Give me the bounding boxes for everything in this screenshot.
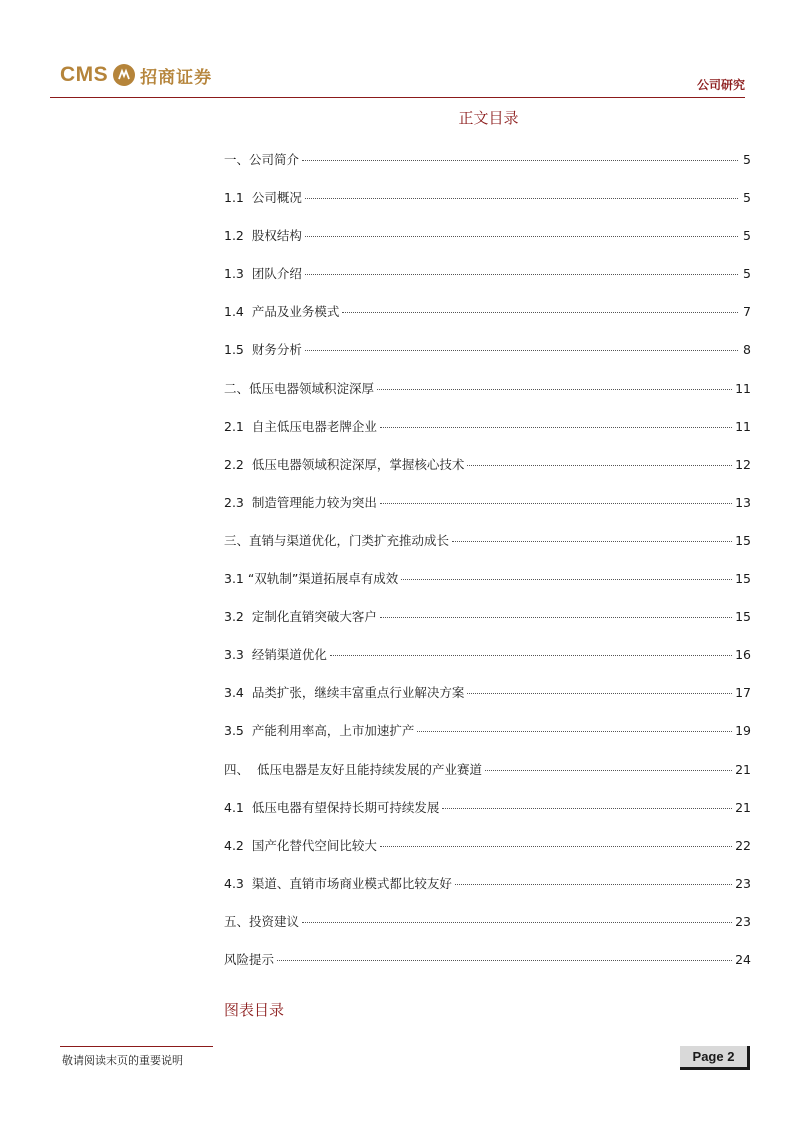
toc-entry-label: 1.4 产品及业务模式	[224, 304, 340, 320]
toc-dot-leader	[380, 503, 732, 504]
toc-entry[interactable]	[224, 264, 751, 302]
toc-entry-page: 23	[735, 913, 751, 929]
toc-entry-page: 5	[743, 152, 751, 167]
brand-logo	[60, 60, 212, 90]
toc-entry-label: 风险提示	[224, 951, 275, 967]
toc-entry[interactable]	[224, 760, 751, 798]
toc-entry-label: 3.4 品类扩张，继续丰富重点行业解决方案	[224, 685, 465, 701]
toc-entry-page: 15	[735, 571, 751, 587]
toc-entry-label: 2.2 低压电器领域积淀深厚，掌握核心技术	[224, 456, 465, 472]
toc-entry[interactable]	[224, 912, 751, 950]
toc-entry-label: 2.3 制造管理能力较为突出	[224, 494, 377, 510]
toc-entry-label: 1.1 公司概况	[224, 190, 302, 206]
toc-entry[interactable]	[224, 798, 751, 836]
toc-entry[interactable]	[224, 302, 751, 340]
toc-dot-leader	[467, 693, 732, 694]
toc-entry-label: 五、投资建议	[224, 913, 300, 929]
footer-divider	[60, 1046, 213, 1047]
toc-entry[interactable]	[224, 455, 751, 493]
toc-entry-page: 23	[735, 875, 751, 891]
toc-dot-leader	[305, 236, 738, 237]
toc-entry[interactable]	[224, 340, 751, 378]
toc-entry-page: 21	[735, 761, 751, 777]
toc-entry-label: 3.1 “双轨制”渠道拓展卓有成效	[224, 571, 399, 587]
toc-entry-page: 22	[735, 837, 751, 853]
toc-entry-label: 1.2 股权结构	[224, 228, 302, 244]
toc-list	[224, 150, 751, 988]
toc-entry[interactable]	[224, 721, 751, 759]
toc-entry-page: 17	[735, 685, 751, 701]
toc-entry[interactable]	[224, 150, 751, 188]
toc-dot-leader	[305, 274, 738, 275]
toc-entry-label: 四、 低压电器是友好且能持续发展的产业赛道	[224, 761, 482, 777]
toc-entry-page: 21	[735, 799, 751, 815]
toc-entry[interactable]	[224, 188, 751, 226]
toc-entry[interactable]	[224, 493, 751, 531]
toc-entry[interactable]	[224, 379, 751, 417]
toc-entry[interactable]	[224, 531, 751, 569]
toc-entry[interactable]	[224, 417, 751, 455]
toc-dot-leader	[277, 960, 732, 961]
figure-toc-heading: 图表目录	[224, 1001, 285, 1019]
toc-entry-page: 11	[735, 418, 751, 434]
toc-heading: 正文目录	[458, 109, 519, 127]
toc-entry-page: 12	[735, 456, 751, 472]
toc-entry-page: 13	[735, 494, 751, 510]
logo-cn-text: 招商证券	[140, 67, 213, 88]
toc-dot-leader	[342, 312, 738, 313]
toc-entry-page: 24	[735, 951, 751, 967]
toc-dot-leader	[455, 884, 732, 885]
toc-entry-page: 8	[743, 342, 751, 358]
toc-dot-leader	[452, 541, 732, 542]
toc-entry-label: 4.1 低压电器有望保持长期可持续发展	[224, 799, 440, 815]
toc-entry[interactable]	[224, 645, 751, 683]
toc-dot-leader	[330, 655, 732, 656]
toc-entry-label: 3.5 产能利用率高，上市加速扩产	[224, 723, 415, 739]
toc-entry-page: 16	[735, 647, 751, 663]
logo-text: CMS	[60, 63, 109, 86]
header-divider	[50, 97, 745, 98]
toc-dot-leader	[377, 389, 732, 390]
toc-dot-leader	[467, 465, 732, 466]
toc-entry-label: 一、公司简介	[224, 152, 300, 167]
toc-entry-page: 5	[743, 266, 751, 282]
toc-entry-page: 11	[735, 380, 751, 396]
toc-entry[interactable]	[224, 836, 751, 874]
toc-entry[interactable]	[224, 950, 751, 988]
toc-entry-label: 1.5 财务分析	[224, 342, 302, 358]
page-number: Page 2	[692, 1049, 735, 1064]
toc-entry[interactable]	[224, 226, 751, 264]
footer-note: 敬请阅读末页的重要说明	[62, 1054, 183, 1067]
toc-entry-page: 19	[735, 723, 751, 739]
toc-entry-label: 2.1 自主低压电器老牌企业	[224, 418, 377, 434]
logo-emblem-icon	[113, 64, 135, 86]
toc-entry-label: 二、低压电器领域积淀深厚	[224, 380, 375, 396]
toc-dot-leader	[442, 808, 732, 809]
toc-dot-leader	[401, 579, 732, 580]
toc-entry-label: 三、直销与渠道优化，门类扩充推动成长	[224, 532, 450, 548]
toc-dot-leader	[302, 922, 732, 923]
toc-dot-leader	[417, 731, 732, 732]
toc-entry-page: 5	[743, 228, 751, 244]
toc-entry[interactable]	[224, 683, 751, 721]
toc-dot-leader	[485, 770, 732, 771]
toc-entry-page: 5	[743, 190, 751, 206]
toc-entry[interactable]	[224, 569, 751, 607]
toc-entry[interactable]	[224, 874, 751, 912]
toc-entry-label: 3.3 经销渠道优化	[224, 647, 327, 663]
toc-entry-label: 1.3 团队介绍	[224, 266, 302, 282]
toc-dot-leader	[380, 617, 732, 618]
section-tag: 公司研究	[696, 78, 745, 92]
page-number-box	[680, 1046, 750, 1070]
toc-entry-label: 3.2 定制化直销突破大客户	[224, 609, 377, 625]
toc-dot-leader	[380, 427, 732, 428]
toc-dot-leader	[305, 350, 738, 351]
toc-entry-page: 7	[743, 304, 751, 320]
toc-entry[interactable]	[224, 607, 751, 645]
toc-dot-leader	[302, 160, 738, 161]
toc-entry-label: 4.3 渠道、直销市场商业模式都比较友好	[224, 875, 452, 891]
toc-entry-label: 4.2 国产化替代空间比较大	[224, 837, 377, 853]
toc-entry-page: 15	[735, 609, 751, 625]
toc-entry-page: 15	[735, 532, 751, 548]
toc-dot-leader	[305, 198, 738, 199]
toc-dot-leader	[380, 846, 732, 847]
